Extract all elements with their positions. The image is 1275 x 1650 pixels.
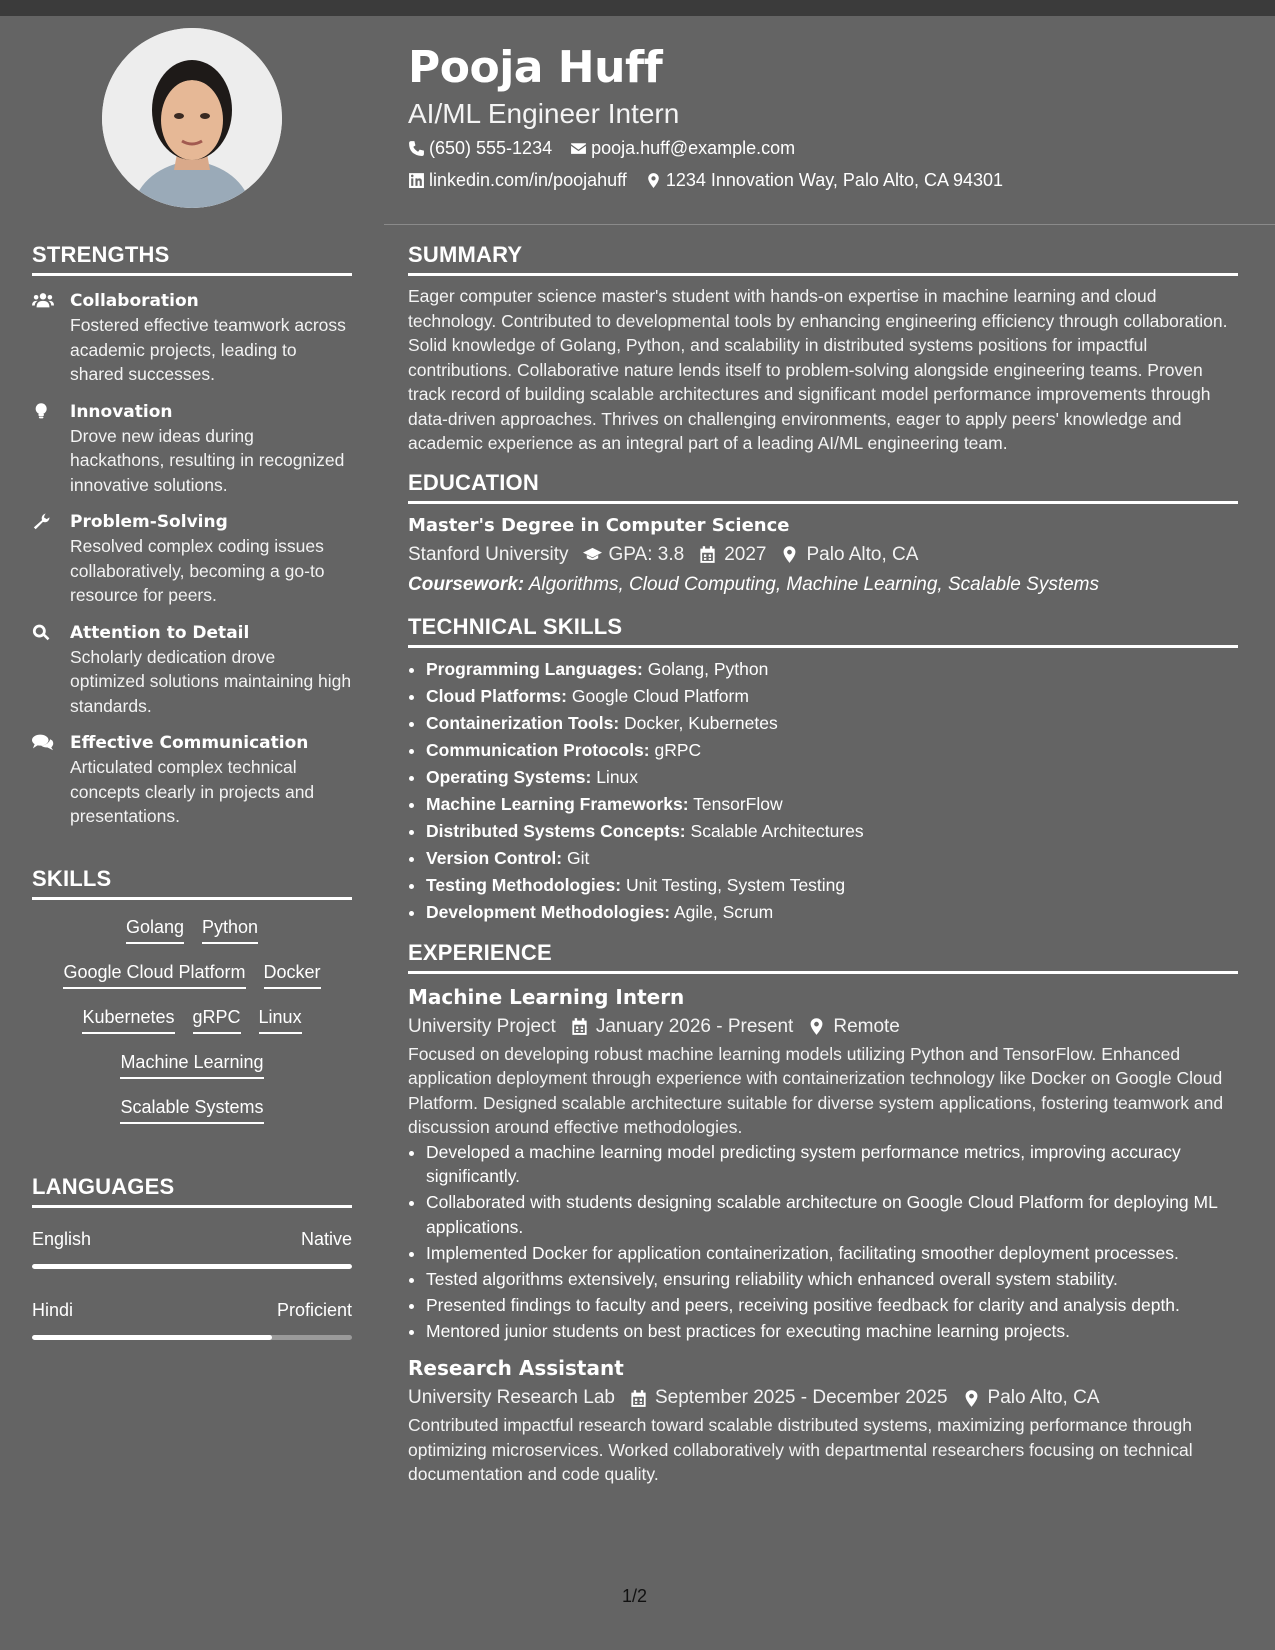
skill-value: Linux [596,766,639,787]
school-name: Stanford University [408,543,569,565]
experience-title: EXPERIENCE [408,940,1238,974]
job-summary: Focused on developing robust machine learning models utilizing Python and TensorFlow. Enhanced application deployment through experience with containerization technology like Docker on Google Cloud Platform. Designed scalable architecture suitable for diverse system applications, fostering teamwork and discussion around effective methodologies. [408,1043,1224,1137]
job-bullets [408,1140,1238,1344]
skill-chip: Google Cloud Platform [63,959,245,989]
job-meta [408,1012,1238,1042]
coursework-label: Coursework: [408,573,525,595]
skill-chip: Kubernetes [82,1004,174,1034]
strength-title: Collaboration [70,291,199,311]
technical-skills-section [408,614,1238,926]
skill-chip: Golang [126,914,184,944]
address-item [645,164,1003,196]
skills-section [32,866,352,1139]
skill-label: Containerization Tools: [426,712,620,733]
list-item [426,656,1238,683]
skill-value: Unit Testing, System Testing [625,874,846,895]
resume-page [0,16,1275,1650]
skills-row [32,914,352,959]
strength-title: Problem-Solving [70,512,228,532]
strength-item [32,621,352,719]
envelope-icon [570,140,587,157]
language-level: Native [300,1229,352,1249]
job-title: Machine Learning Intern [408,984,685,1009]
email-item [570,132,795,164]
phone-item [408,132,552,164]
skill-label: Operating Systems: [426,766,592,787]
strength-item [32,289,352,387]
job-dates: September 2025 - December 2025 [654,1387,948,1408]
calendar-icon [629,1389,648,1408]
skill-label: Cloud Platforms: [426,685,567,706]
language-bar [32,1264,352,1269]
job-meta [408,1383,1238,1413]
languages-title: LANGUAGES [32,1174,352,1208]
list-item: • Presented findings to faculty and peers, receiving positive feedback for clarity and analysis depth. [426,1293,1238,1318]
job-entry [408,1353,1238,1487]
avatar [102,28,282,208]
right-column [408,242,1238,1501]
calendar-icon [698,545,717,564]
language-item [32,1297,352,1340]
strengths-title: STRENGTHS [32,242,352,276]
skill-chip: Scalable Systems [120,1094,263,1124]
summary-text: Eager computer science master's student with hands-on expertise in machine learning and cloud technology. Contributed to developmental tools by enhancing engineering efficiency through collaboration. Solid knowledge of Golang, Python, and scalability in distributed systems positions for impactful contributions. Collaborative nature lends itself to problem-solving alongside engineering teams. Proven track record of building scalable architectures and significant model performance improvements through data-driven approaches. Thrives on challenging environments, eager to apply peers' knowledge and academic experience as an integral part of a leading AI/ML engineering team. [408,286,1228,453]
strength-item [32,731,352,829]
strength-desc: Articulated complex technical concepts clearly in projects and presentations. [70,757,315,826]
skills-row [32,1004,352,1049]
strengths-section [32,242,352,829]
linkedin-icon [408,172,425,189]
job-dates: January 2026 - Present [595,1015,794,1037]
map-marker-icon [780,545,799,564]
page-number: 1/2 [622,1586,648,1606]
strength-desc: Scholarly dedication drove optimized solutions maintaining high standards. [70,646,352,716]
map-marker-icon [645,172,662,189]
list-item [426,845,1238,872]
skill-value: Golang, Python [647,658,769,679]
candidate-name: Pooja Huff [408,42,663,93]
technical-skills-list [408,656,1238,926]
phone-text: (650) 555-1234 [429,138,553,158]
list-item [426,899,1238,926]
experience-section [408,940,1238,1487]
skill-chip: Docker [264,959,321,989]
header-divider [384,224,1275,225]
education-section [408,470,1238,600]
education-meta [408,540,1238,570]
linkedin-item [408,164,627,196]
languages-section [32,1174,352,1340]
language-name: English [32,1229,92,1249]
skill-value: gRPC [654,739,702,760]
job-location: Remote [833,1015,900,1037]
skill-label: Version Control: [426,847,563,868]
strength-desc: Fostered effective teamwork across academic projects, leading to shared successes. [70,315,346,384]
graduation-year: 2027 [724,543,767,565]
skills-chips [32,914,352,1139]
technical-skills-title: TECHNICAL SKILLS [408,614,1238,648]
contact-info [408,132,1238,164]
job-location: Palo Alto, CA [987,1387,1100,1408]
skills-row [32,1094,352,1139]
linkedin-text: linkedin.com/in/poojahuff [429,170,627,190]
list-item [426,764,1238,791]
language-bar-fill [32,1264,352,1269]
lightbulb-icon [32,400,70,498]
job-entry [408,982,1238,1344]
skill-label: Distributed Systems Concepts: [426,820,686,841]
skill-chip: gRPC [193,1004,241,1034]
skills-row [32,959,352,1004]
summary-title: SUMMARY [408,242,1238,276]
list-item: • Tested algorithms extensively, ensuring reliability which enhanced overall system stability. [426,1267,1238,1292]
summary-section [408,242,1238,456]
education-location: Palo Alto, CA [806,543,919,565]
calendar-icon [570,1017,589,1036]
email-text: pooja.huff@example.com [591,138,796,158]
skill-label: Development Methodologies: [426,901,671,922]
list-item [426,710,1238,737]
list-item: • Implemented Docker for application containerization, facilitating smoother deployment processes. [426,1241,1238,1266]
contact-info-2 [408,164,1238,196]
list-item: • Collaborated with students designing scalable architecture on Google Cloud Platform for deploying ML applications. [426,1190,1238,1239]
candidate-role: AI/ML Engineer Intern [408,98,680,129]
strength-desc: Drove new ideas during hackathons, resulting in recognized innovative solutions. [70,425,345,495]
skills-title: SKILLS [32,866,352,900]
language-item [32,1226,352,1269]
skill-value: Google Cloud Platform [571,685,749,706]
job-org: University Research Lab [408,1387,615,1408]
job-title: Research Assistant [408,1356,624,1380]
skill-value: Git [567,847,590,868]
wrench-icon [32,510,70,608]
users-icon [32,289,70,387]
list-item: • Mentored junior students on best practices for executing machine learning projects. [426,1319,1238,1344]
skill-label: Communication Protocols: [426,739,650,760]
skill-chip: Machine Learning [120,1049,263,1079]
coursework-list: Algorithms, Cloud Computing, Machine Learning, Scalable Systems [528,573,1099,595]
strength-title: Innovation [70,401,173,422]
language-level: Proficient [276,1300,352,1320]
coursework [408,570,1238,600]
map-marker-icon [962,1389,981,1408]
job-org: University Project [408,1015,556,1037]
language-bar [32,1335,352,1340]
top-bar [0,0,1275,16]
list-item [426,818,1238,845]
language-bar-fill [32,1335,272,1340]
job-summary: Contributed impactful research toward scalable distributed systems, maximizing performance through optimizing microservices. Worked collaboratively with departmental researchers focusing on technical documentation and code quality. [408,1415,1193,1484]
skill-value: Agile, Scrum [673,901,774,922]
address-text: 1234 Innovation Way, Palo Alto, CA 94301 [665,170,1004,190]
skills-row [32,1049,352,1094]
comments-icon [32,731,70,829]
list-item [426,872,1238,899]
skill-chip: Linux [259,1004,302,1034]
list-item [426,791,1238,818]
strength-item [32,510,352,608]
skill-label: Programming Languages: [426,658,643,679]
strength-title: Attention to Detail [70,622,250,643]
skill-label: Testing Methodologies: [426,874,622,895]
strength-item [32,400,352,498]
skill-value: Docker, Kubernetes [624,712,778,733]
list-item [426,737,1238,764]
graduation-cap-icon [583,545,602,564]
skill-label: Machine Learning Frameworks: [426,793,689,814]
education-title: EDUCATION [408,470,1238,504]
list-item [426,683,1238,710]
strength-title: Effective Communication [70,733,309,753]
map-marker-icon [807,1017,826,1036]
gpa: GPA: 3.8 [608,543,685,565]
degree-title: Master's Degree in Computer Science [408,514,790,536]
language-name: Hindi [32,1300,74,1320]
skill-value: Scalable Architectures [690,820,864,841]
skill-chip: Python [202,914,258,944]
strength-desc: Resolved complex coding issues collaboratively, becoming a go-to resource for peers. [70,536,325,605]
header [408,42,1238,196]
list-item: • Developed a machine learning model predicting system performance metrics, improving accuracy significantly. [426,1140,1238,1189]
skill-value: TensorFlow [693,793,783,814]
search-icon [32,621,70,719]
phone-icon [408,140,425,157]
